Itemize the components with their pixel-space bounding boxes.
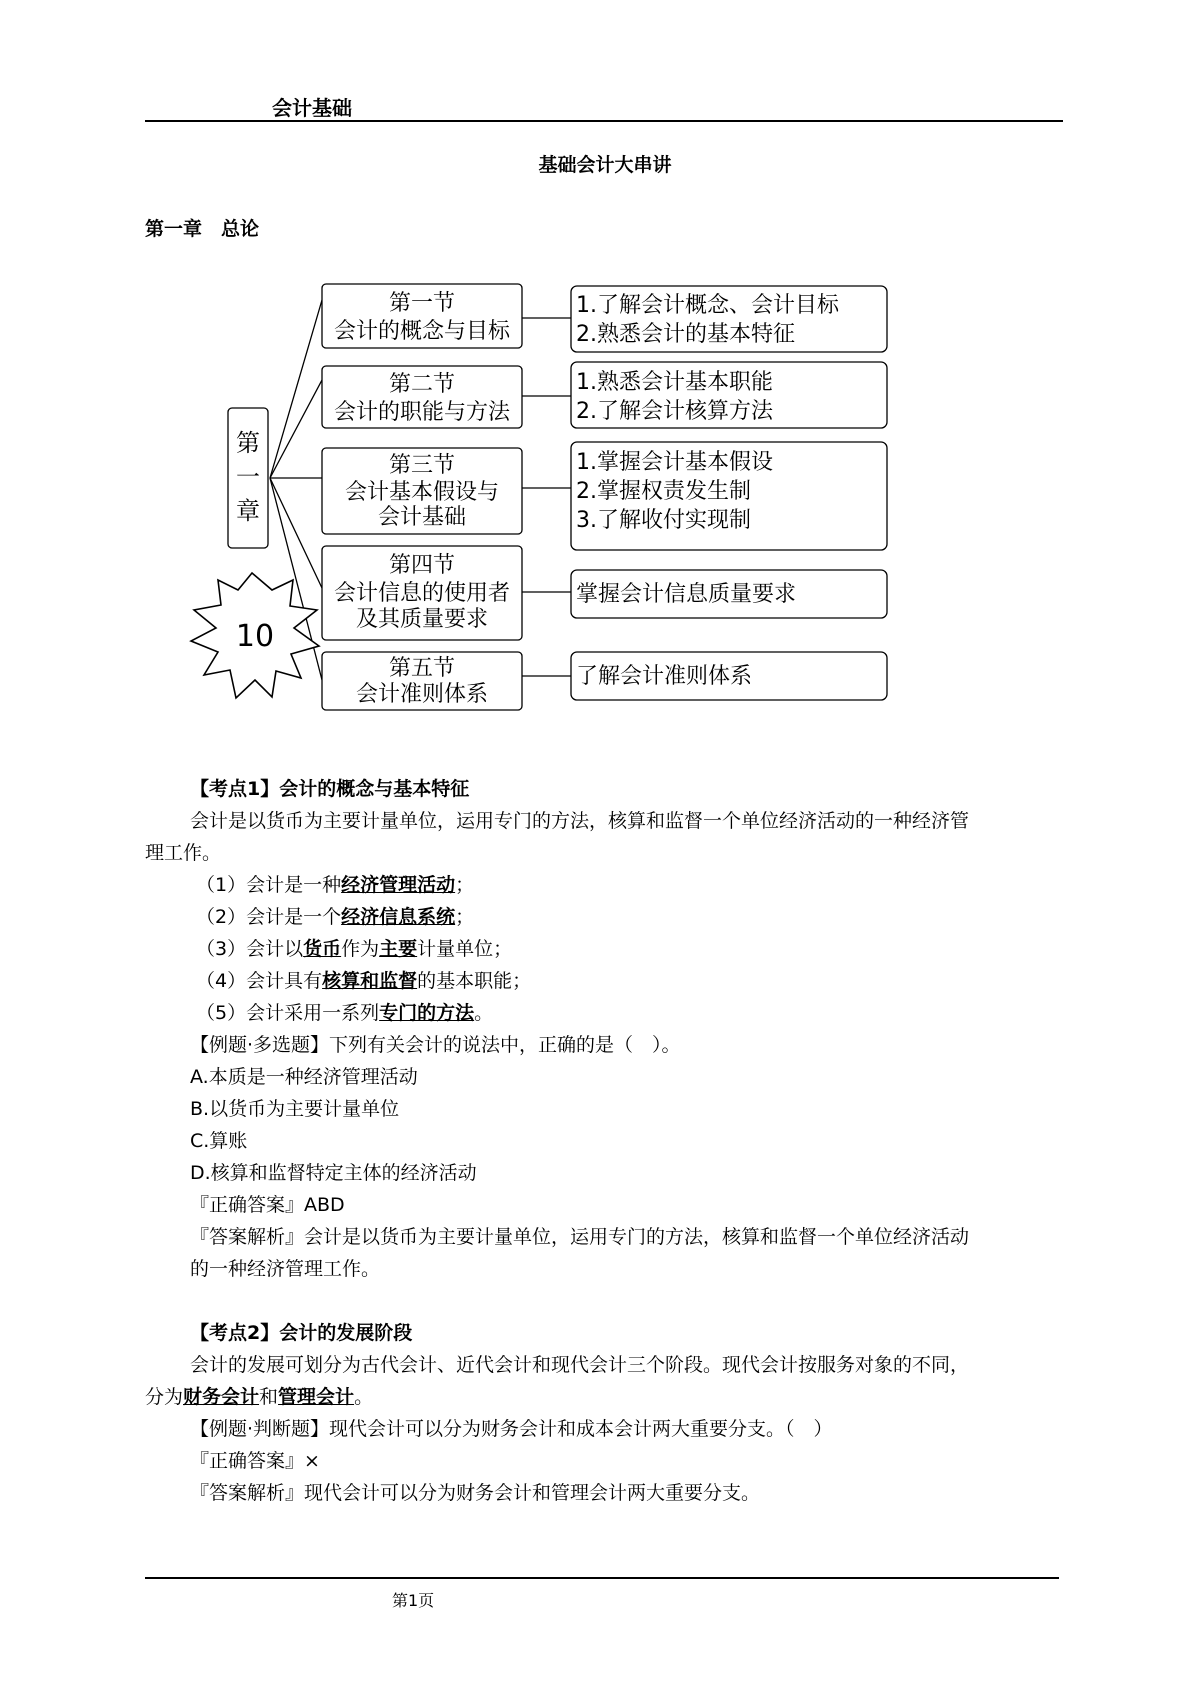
kp1-item-2: （2）会计是一个经济信息系统； <box>196 906 475 928</box>
section-1-point-1: 1.了解会计概念、会计目标 <box>576 293 839 318</box>
kp1-paragraph-line-1: 会计是以货币为主要计量单位，运用专门的方法，核算和监督一个单位经济活动的一种经济管 <box>190 810 970 832</box>
section-5-line-1: 第五节 <box>388 656 456 681</box>
kp1-answer: 『正确答案』ABD <box>190 1194 345 1216</box>
kp1-question: 【例题·多选题】下列有关会计的说法中，正确的是（ ）。 <box>190 1034 681 1056</box>
section-4-line-1: 第四节 <box>388 553 456 578</box>
kp2-question: 【例题·判断题】现代会计可以分为财务会计和成本会计两大重要分支。（ ） <box>190 1418 833 1440</box>
section-1-line-1: 第一节 <box>388 291 456 316</box>
kp1-option-b: B.以货币为主要计量单位 <box>190 1098 400 1120</box>
importance-badge: 10 <box>235 619 275 654</box>
connector-line <box>270 300 322 478</box>
section-2-point-1: 1.熟悉会计基本职能 <box>576 370 773 395</box>
kp1-option-c: C.算账 <box>190 1130 248 1152</box>
kp1-analysis-line-1: 『答案解析』会计是以货币为主要计量单位，运用专门的方法，核算和监督一个单位经济活动 <box>190 1226 970 1248</box>
kp1-option-d: D.核算和监督特定主体的经济活动 <box>190 1162 477 1184</box>
section-3-line-3: 会计基础 <box>377 505 467 530</box>
page-number: 第1页 <box>392 1591 435 1610</box>
root-char-2: 一 <box>236 463 260 491</box>
header-title: 会计基础 <box>272 96 352 120</box>
section-4-line-3: 及其质量要求 <box>355 607 489 632</box>
section-3-point-2: 2.掌握权责发生制 <box>576 479 751 504</box>
section-3-line-1: 第三节 <box>388 453 456 478</box>
connector-line <box>270 380 322 478</box>
section-4-point-1: 掌握会计信息质量要求 <box>576 582 797 607</box>
kp1-item-5: （5）会计采用一系列专门的方法。 <box>196 1002 494 1024</box>
kp1-paragraph-line-2: 理工作。 <box>145 842 222 864</box>
kp1-title: 【考点1】会计的概念与基本特征 <box>190 778 470 800</box>
kp1-item-3: （3）会计以货币作为主要计量单位； <box>196 938 513 960</box>
connector-line <box>270 478 322 588</box>
kp1-item-4: （4）会计具有核算和监督的基本职能； <box>196 970 532 992</box>
kp2-answer: 『正确答案』× <box>190 1450 320 1472</box>
document-title: 基础会计大串讲 <box>538 154 672 176</box>
section-1-point-2: 2.熟悉会计的基本特征 <box>576 322 795 347</box>
section-2-line-2: 会计的职能与方法 <box>333 400 511 425</box>
root-char-1: 第 <box>236 429 260 457</box>
section-2-point-2: 2.了解会计核算方法 <box>576 399 773 424</box>
section-2-line-1: 第二节 <box>388 372 456 397</box>
section-5-line-2: 会计准则体系 <box>355 682 489 707</box>
section-3-line-2: 会计基本假设与 <box>344 480 500 505</box>
kp2-analysis: 『答案解析』现代会计可以分为财务会计和管理会计两大重要分支。 <box>190 1482 761 1504</box>
kp2-paragraph-line-2: 分为财务会计和管理会计。 <box>145 1386 374 1408</box>
chapter-mind-map <box>0 0 1200 760</box>
section-1-line-2: 会计的概念与目标 <box>333 319 511 344</box>
section-3-point-1: 1.掌握会计基本假设 <box>576 450 773 475</box>
kp2-paragraph-line-1: 会计的发展可划分为古代会计、近代会计和现代会计三个阶段。现代会计按服务对象的不同， <box>190 1354 970 1376</box>
root-char-3: 章 <box>236 497 260 525</box>
kp1-option-a: A.本质是一种经济管理活动 <box>190 1066 418 1088</box>
kp1-analysis-line-2: 的一种经济管理工作。 <box>190 1258 381 1280</box>
chapter-heading: 第一章 总论 <box>145 218 260 240</box>
section-3-point-3: 3.了解收付实现制 <box>576 508 751 533</box>
section-5-point-1: 了解会计准则体系 <box>576 664 753 689</box>
kp2-title: 【考点2】会计的发展阶段 <box>190 1322 413 1344</box>
section-4-line-2: 会计信息的使用者 <box>333 581 511 606</box>
kp1-item-1: （1）会计是一种经济管理活动； <box>196 874 475 896</box>
footer-rule <box>145 1577 1059 1579</box>
